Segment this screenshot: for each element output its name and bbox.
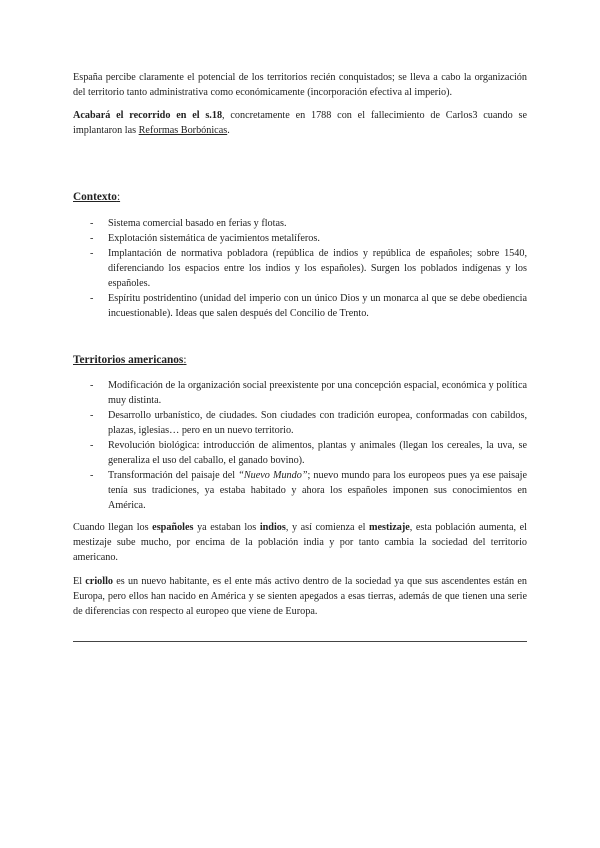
item4-text-b: ; nuevo mundo para los europeos pues ya ese paisaje tenía sus tradiciones, ya estaba habitado y ahora los españoles imponen sus conocimientos en América. bbox=[108, 470, 527, 511]
territorios-heading bbox=[73, 353, 186, 368]
bold-mestizaje: mestizaje bbox=[369, 522, 410, 533]
criollo-text: es un nuevo habitante, es el ente más activo dentro de la sociedad ya que sus ascendentes están en Europa, pero ellos han nacido en América y se sienten apegados a esas tierras, además de que tienen una serie de diferencias con respecto al europeo que viene de Europa. bbox=[73, 576, 527, 617]
reformas-link[interactable]: Reformas Borbónicas bbox=[138, 125, 228, 136]
intro-paragraph-1: España percibe claramente el potencial de los territorios recién conquistados; se lleva a cabo la organización del territorio tanto administrativa como económicamente (incorporación efectiva al imperio). bbox=[73, 72, 527, 98]
bold-criollo: criollo bbox=[85, 576, 114, 587]
intro-text: , concretamente en 1788 con el fallecimiento de Carlos3 cuando se implantaron las bbox=[73, 110, 527, 136]
list-item: - Implantación de normativa pobladora (república de indios y república de españoles; sobre 1540, diferenciando los espacios entre los indios y los españoles). Surgen los poblados indígenas y los españoles. bbox=[73, 246, 527, 291]
item4-text-a: Transformación del paisaje del bbox=[108, 470, 239, 481]
intro-section bbox=[73, 70, 527, 138]
list-item: - Modificación de la organización social preexistente por una concepción espacial, económica y política muy distinta. bbox=[73, 378, 527, 408]
mestizaje-section bbox=[73, 520, 527, 565]
territorios-list bbox=[73, 378, 527, 513]
bold-espanoles: españoles bbox=[152, 522, 194, 533]
mestizaje-text: , esta población aumenta, el mestizaje sube mucho, por encima de la población india y por tanto cambia la sociedad del territorio americano. bbox=[73, 522, 527, 563]
territorios-heading-colon: : bbox=[183, 354, 187, 366]
horizontal-rule bbox=[73, 641, 527, 642]
list-item: - Sistema comercial basado en ferias y flotas. bbox=[73, 216, 527, 231]
contexto-heading bbox=[73, 190, 120, 205]
list-item: - Desarrollo urbanístico, de ciudades. Son ciudades con tradición europea, conformadas con cabildos, plazas, iglesias… pero en un nuevo territorio. bbox=[73, 408, 527, 438]
bold-indios: indios bbox=[259, 522, 286, 533]
contexto-list bbox=[73, 216, 527, 321]
list-item: - Revolución biológica: introducción de alimentos, plantas y animales (llegan los cereales, la uva, se generaliza el uso del caballo, el ganado bovino). bbox=[73, 438, 527, 468]
contexto-heading-text: Contexto bbox=[73, 191, 117, 203]
intro-paragraph-2 bbox=[73, 108, 527, 138]
list-item bbox=[73, 468, 527, 513]
territorios-heading-text: Territorios americanos bbox=[73, 354, 184, 366]
territorios-list-container bbox=[73, 378, 527, 513]
intro-bold-text: Acabará el recorrido en el s.18 bbox=[73, 110, 223, 121]
contexto-list-container bbox=[73, 216, 527, 321]
mestizaje-paragraph bbox=[73, 520, 527, 565]
list-item: - Espíritu postridentino (unidad del imperio con un único Dios y un monarca al que se debe obediencia incuestionable). Ideas que salen después del Concilio de Trento. bbox=[73, 291, 527, 321]
criollo-paragraph bbox=[73, 574, 527, 619]
criollo-section bbox=[73, 574, 527, 619]
mestizaje-text: Cuando llegan los bbox=[73, 522, 153, 533]
contexto-heading-colon: : bbox=[116, 191, 121, 203]
criollo-text: El bbox=[73, 576, 86, 587]
intro-period: . bbox=[227, 125, 230, 136]
list-item: - Explotación sistemática de yacimientos metalíferos. bbox=[73, 231, 527, 246]
mestizaje-text: ya estaban los bbox=[193, 522, 260, 533]
mestizaje-text: , y así comienza el bbox=[285, 522, 370, 533]
nuevo-mundo-italic: “Nuevo Mundo” bbox=[238, 470, 308, 481]
